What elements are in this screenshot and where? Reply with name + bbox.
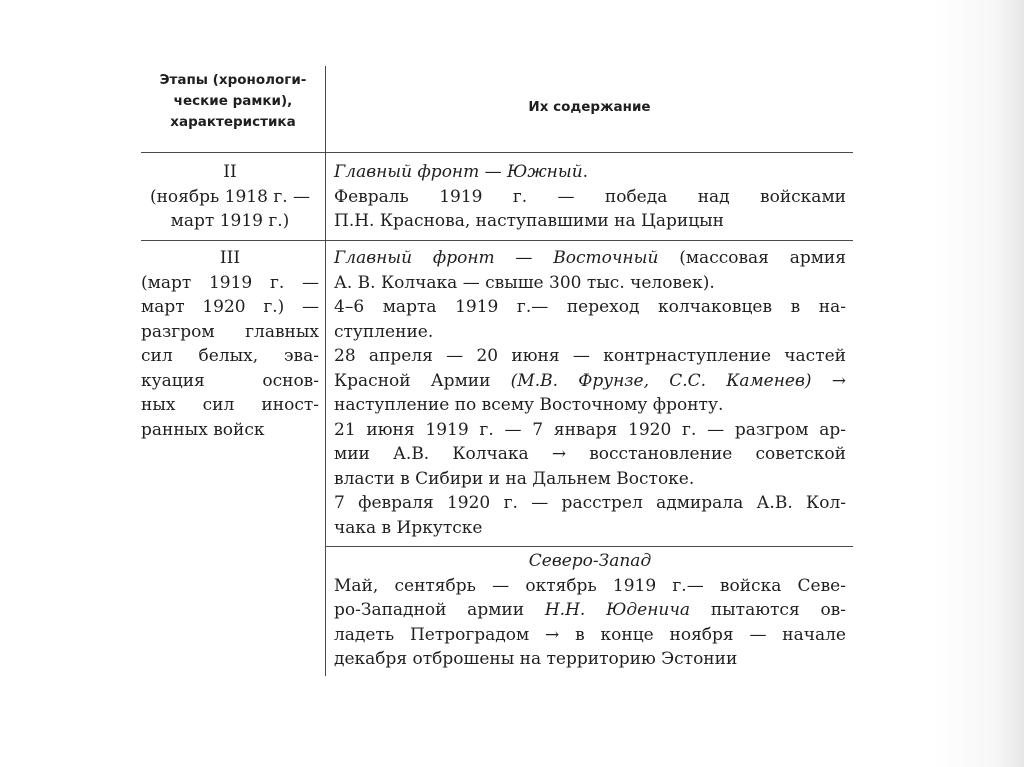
stage-2-cell — [141, 160, 325, 234]
slide-edge-shadow — [934, 0, 1024, 767]
eastern-front-content — [334, 246, 846, 540]
east-line: ступление. — [334, 321, 434, 342]
header-stages-line: ческие рамки), — [173, 93, 293, 109]
stage-3-numeral: III — [219, 248, 241, 268]
east-line: А. В. Колчака — свыше 300 тыс. человек). — [334, 272, 715, 293]
header-stages — [141, 70, 325, 133]
stage-3-line: куация основ- — [141, 370, 319, 391]
arrow-text: → — [811, 370, 846, 391]
east-line — [334, 369, 846, 394]
east-line: 28 апреля — 20 июня — контрнаступление частей — [334, 346, 846, 366]
stage-3-line: ранных войск — [141, 419, 265, 440]
stage-3-line: март 1920 г.) — — [141, 297, 319, 317]
text-fragment: (массовая армия — [658, 248, 846, 268]
east-line: 4–6 марта 1919 г.— переход колчаковцев в на- — [334, 297, 846, 317]
south-front-title: Главный фронт — Южный — [334, 162, 583, 182]
header-stages-line: характеристика — [170, 114, 296, 130]
stage-2-line: П.Н. Краснова, наступавшими на Царицын — [334, 211, 724, 231]
text-fragment: Красной Армии — [334, 370, 511, 391]
stage-2-line — [334, 160, 846, 185]
east-line: наступление по всему Восточному фронту. — [334, 395, 724, 415]
stage-2-content — [334, 160, 846, 234]
yudenich-name: Н.Н. Юденича — [544, 600, 691, 620]
stage-3-cell — [141, 246, 325, 442]
east-line — [334, 246, 846, 271]
northwest-title: Северо-Запад — [528, 551, 652, 571]
text-fragment: пытаются ов- — [690, 600, 846, 620]
row-rule — [141, 240, 853, 241]
stage-2-dates: март 1919 г.) — [170, 211, 290, 231]
stage-2-numeral: II — [223, 162, 237, 182]
northwest-line: декабря отброшены на территорию Эстонии — [334, 649, 738, 669]
header-content: Их содержание — [528, 99, 651, 115]
northwest-content — [334, 549, 846, 672]
text-fragment: ро-Западной армии — [334, 600, 545, 620]
east-front-title: Главный фронт — Восточный — [334, 248, 659, 268]
east-line: 21 июня 1919 г. — 7 января 1920 г. — разгром ар- — [334, 419, 846, 440]
commanders-names: (М.В. Фрунзе, С.С. Каменев) — [510, 370, 812, 391]
east-line: мии А.В. Колчака → восстановление советской — [334, 444, 846, 464]
east-line: 7 февраля 1920 г. — расстрел адмирала А.В. Кол- — [334, 493, 846, 513]
stage-3-line: сил белых, эва- — [141, 346, 319, 366]
subrow-rule — [326, 546, 853, 547]
header-rule — [141, 152, 853, 153]
column-divider — [325, 66, 326, 676]
stage-3-line: (март 1919 г. — — [141, 272, 319, 293]
text-fragment: . — [582, 162, 589, 182]
stage-2-dates: (ноябрь 1918 г. — — [149, 186, 311, 207]
northwest-line — [334, 598, 846, 623]
east-line: чака в Иркутске — [334, 517, 483, 538]
header-stages-line: Этапы (хронологи- — [159, 72, 307, 88]
east-line: власти в Сибири и на Дальнем Востоке. — [334, 468, 695, 489]
stage-2-line: Февраль 1919 г. — победа над войсками — [334, 186, 846, 207]
northwest-line: Май, сентябрь — октябрь 1919 г.— войска Севе- — [334, 575, 846, 596]
stage-3-line: разгром главных — [141, 321, 319, 342]
northwest-line: ладеть Петроградом → в конце ноября — начале — [334, 624, 846, 645]
stage-3-line: ных сил иност- — [141, 395, 319, 415]
